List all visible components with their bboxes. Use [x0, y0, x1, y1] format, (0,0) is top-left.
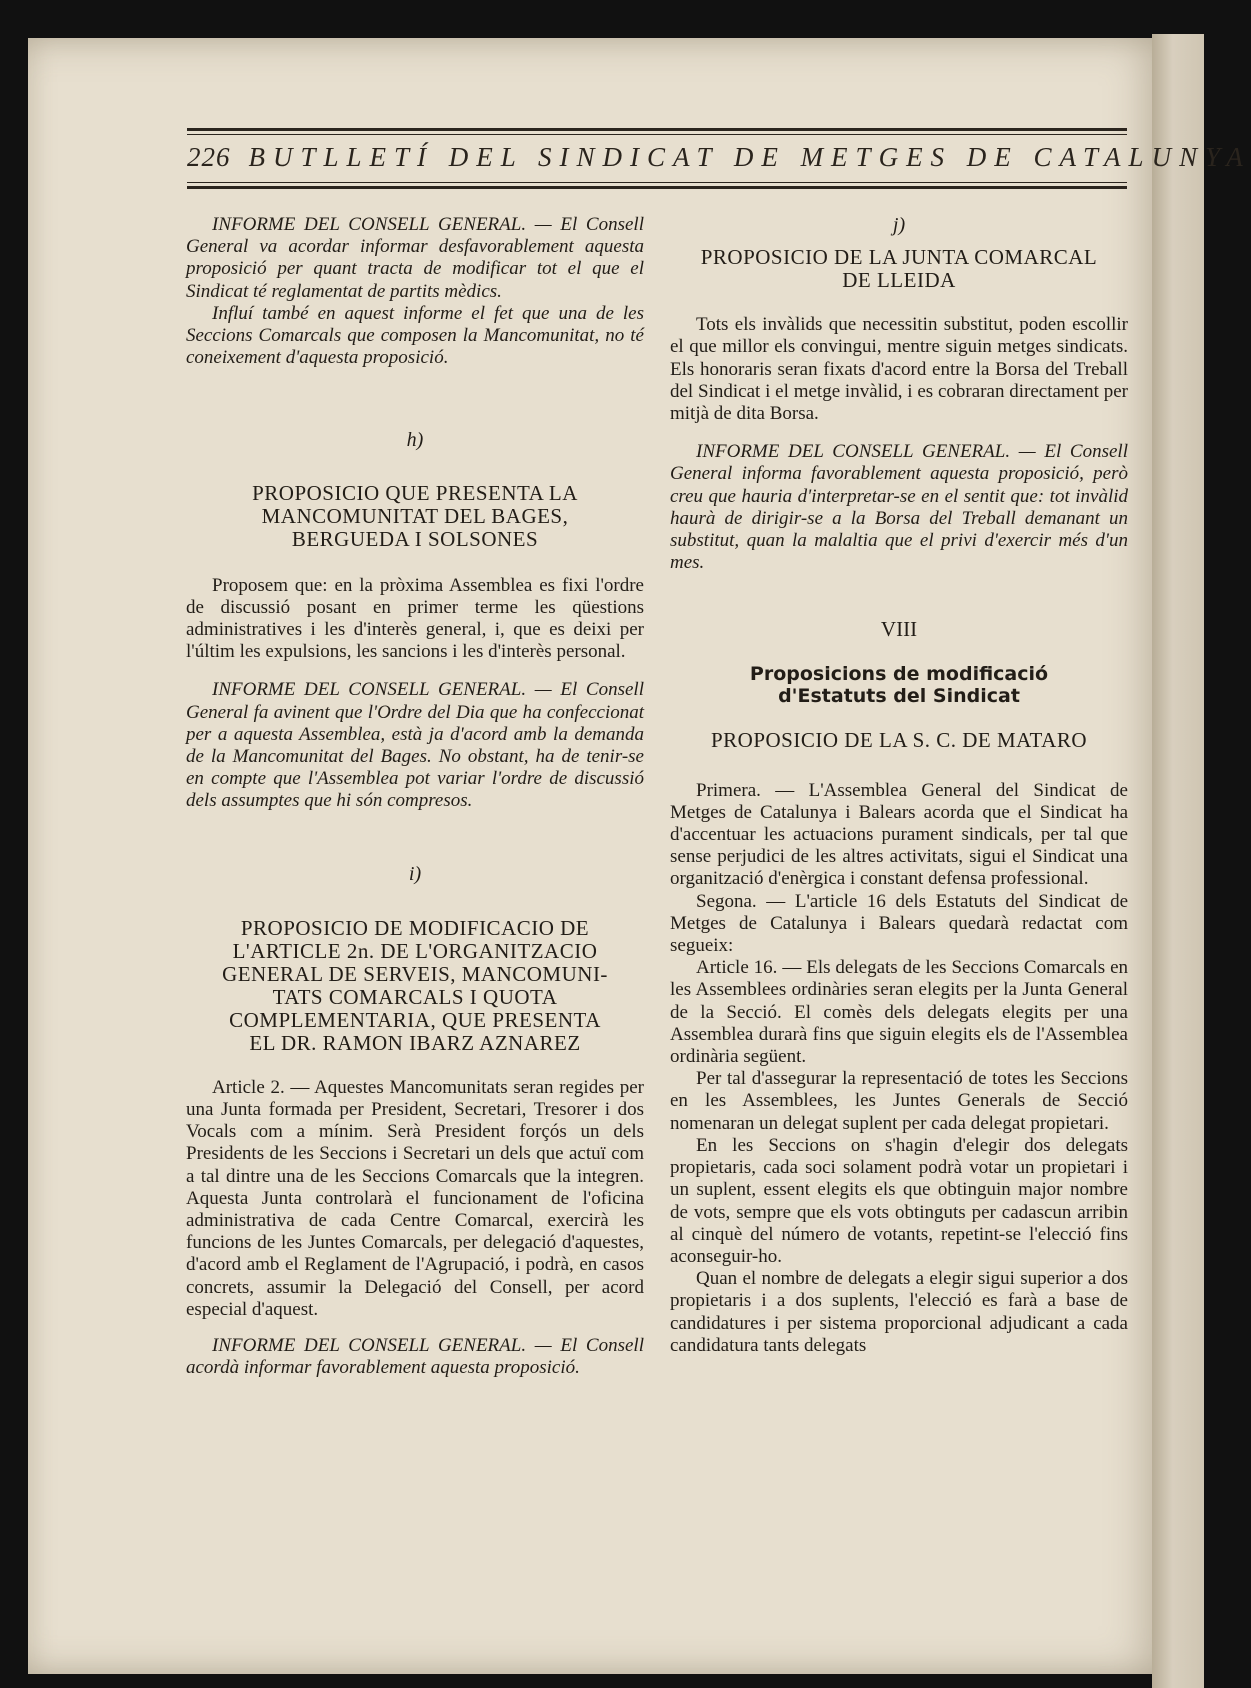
proposal-title-i: PROPOSICIO DE MODIFICACIO DE L'ARTICLE 2n. DE L'ORGANITZACIO GENERAL DE SERVEIS, MANCOMUNI- TATS COMARCALS I QUOTA COMPLEMENTARIA, QUE PRESENTA EL DR. RAMON IBARZ AZNAREZ: [222, 915, 608, 1055]
proposal-title-j: PROPOSICIO DE LA JUNTA COMARCAL DE LLEIDA: [700, 245, 1098, 293]
paragraph-1: Primera. — L'Assemblea General del Sindicat de Metges de Catalunya i Balears acorda que el Sindicat ha d'accentuar les actuacions purament sindicals, per tal que sense perjudici de les altres activitats, sigui el Sindicat una organització d'enèrgica i constant defensa professional.: [670, 779, 1128, 890]
running-header: [187, 142, 1251, 178]
proposal-title-h: PROPOSICIO QUE PRESENTA LA MANCOMUNITAT DEL BAGES, BERGUEDA I SOLSONES: [252, 480, 578, 551]
informe-h: INFORME DEL CONSELL GENERAL. — El Consell General fa avinent que l'Ordre del Dia que ha confeccionat per a aquesta Assemblea, està ja d'acord amb la demanda de la Mancomunitat del Bages. No obstant, ha de tenir-se en compte que l'Assemblea pot variar l'ordre de discussió dels assumptes que hi són compresos.: [186, 679, 644, 812]
informe-j: INFORME DEL CONSELL GENERAL. — El Consell General informa favorablement aquesta proposició, però creu que hauria d'interpretar-se en el sentit que: tot invàlid haurà de dirigir-se a la Borsa del Treball demanant un substitut, quan la malaltia que el privi d'exercir més d'un mes.: [670, 441, 1128, 574]
paragraph-5: En les Seccions on s'hagin d'elegir dos delegats propietaris, cada soci solament podrà votar un propietari i un suplent, essent elegits els que obtinguin major nombre de vots, sempre que els vots obtinguts per cadascun arribin al cinquè del número de votants, repetint-se l'elecció fins aconseguir-ho.: [670, 1134, 1128, 1267]
header-rule-top: [187, 128, 1127, 131]
item-mark-j: j): [892, 214, 906, 236]
paragraph-3: Article 16. — Els delegats de les Seccions Comarcals en les Assemblees ordinàries seran elegits per la Junta General de la Secció. El comès dels delegats elegits per una Assemblea durarà fins que siguin elegits els de l'Assemblea ordinària següent.: [670, 957, 1128, 1068]
paragraph-6: Quan el nombre de delegats a elegir sigui superior a dos propietaris i a dos suplents, l'elecció es farà a base de candidatures i per sistema proporcional adjudicant a cada candidatura tants delegats: [670, 1268, 1128, 1356]
section-number: VIII: [880, 617, 918, 642]
left-column: [186, 214, 644, 1380]
informe-g-2: Influí també en aquest informe el fet que una de les Seccions Comarcals que composen la Mancomunitat, no té coneixement d'aquesta proposició.: [186, 302, 644, 369]
proposal-title-mataro: PROPOSICIO DE LA S. C. DE MATARO: [710, 727, 1088, 752]
paragraph-2: Segona. — L'article 16 dels Estatuts del Sindicat de Metges de Catalunya i Balears quedarà redactat com segueix:: [670, 890, 1128, 957]
paragraph-4: Per tal d'assegurar la representació de totes les Seccions en les Assemblees, les Juntes Generals de Secció nomenaran un delegat suplent per cada delegat propietari.: [670, 1068, 1128, 1134]
item-mark-h: h): [406, 429, 424, 452]
page-number: 226: [187, 142, 231, 172]
header-rule-bottom: [187, 186, 1127, 189]
header-rule-top-thin: [187, 134, 1127, 135]
journal-title: BUTLLETÍ DEL SINDICAT DE METGES DE CATALUNYA: [248, 142, 1251, 172]
right-column: [670, 214, 1128, 1357]
section-title: Proposicions de modificació d'Estatuts del Sindicat: [749, 662, 1049, 707]
next-page-edge: [1152, 34, 1204, 1688]
informe-g: INFORME DEL CONSELL GENERAL. — El Consell General va acordar informar desfavorablement aquesta proposició per quant tracta de modificar tot el que el Sindicat té reglamentat de partits mèdics.: [186, 214, 644, 302]
item-mark-i: i): [408, 862, 422, 885]
informe-i: INFORME DEL CONSELL GENERAL. — El Consell acordà informar favorablement aquesta proposició.: [186, 1335, 644, 1379]
header-rule-bottom-thin: [187, 182, 1127, 183]
proposal-body-i: Article 2. — Aquestes Mancomunitats seran regides per una Junta formada per President, Secretari, Tresorer i dos Vocals com a mínim. Serà President forçós un dels Presidents de les Seccions i Secretari un dels que actuï com a tal dintre una de les Seccions Comarcals que la integren. Aquesta Junta controlarà el funcionament de l'oficina administrativa de cada Centre Comarcal, exercirà les funcions de les Juntes Comarcals, per delegació d'aquestes, d'acord amb el Reglament de l'Agrupació, i podrà, en casos concrets, assumir la Delegació del Consell, per acord especial d'aquest.: [186, 1076, 644, 1320]
proposal-body-j: Tots els invàlids que necessitin substitut, poden escollir el que millor els convingui, mentre siguin metges sindicats. Els honoraris seran fixats d'acord entre la Borsa del Treball del Sindicat i el metge invàlid, i es cobraran directament per mitjà de dita Borsa.: [670, 314, 1128, 425]
proposal-body-h: Proposem que: en la pròxima Assemblea es fixi l'ordre de discussió posant en primer terme les qüestions administratives i les d'interès general, i, que es deixi per l'últim les expulsions, les sancions i les d'interès personal.: [186, 574, 644, 663]
